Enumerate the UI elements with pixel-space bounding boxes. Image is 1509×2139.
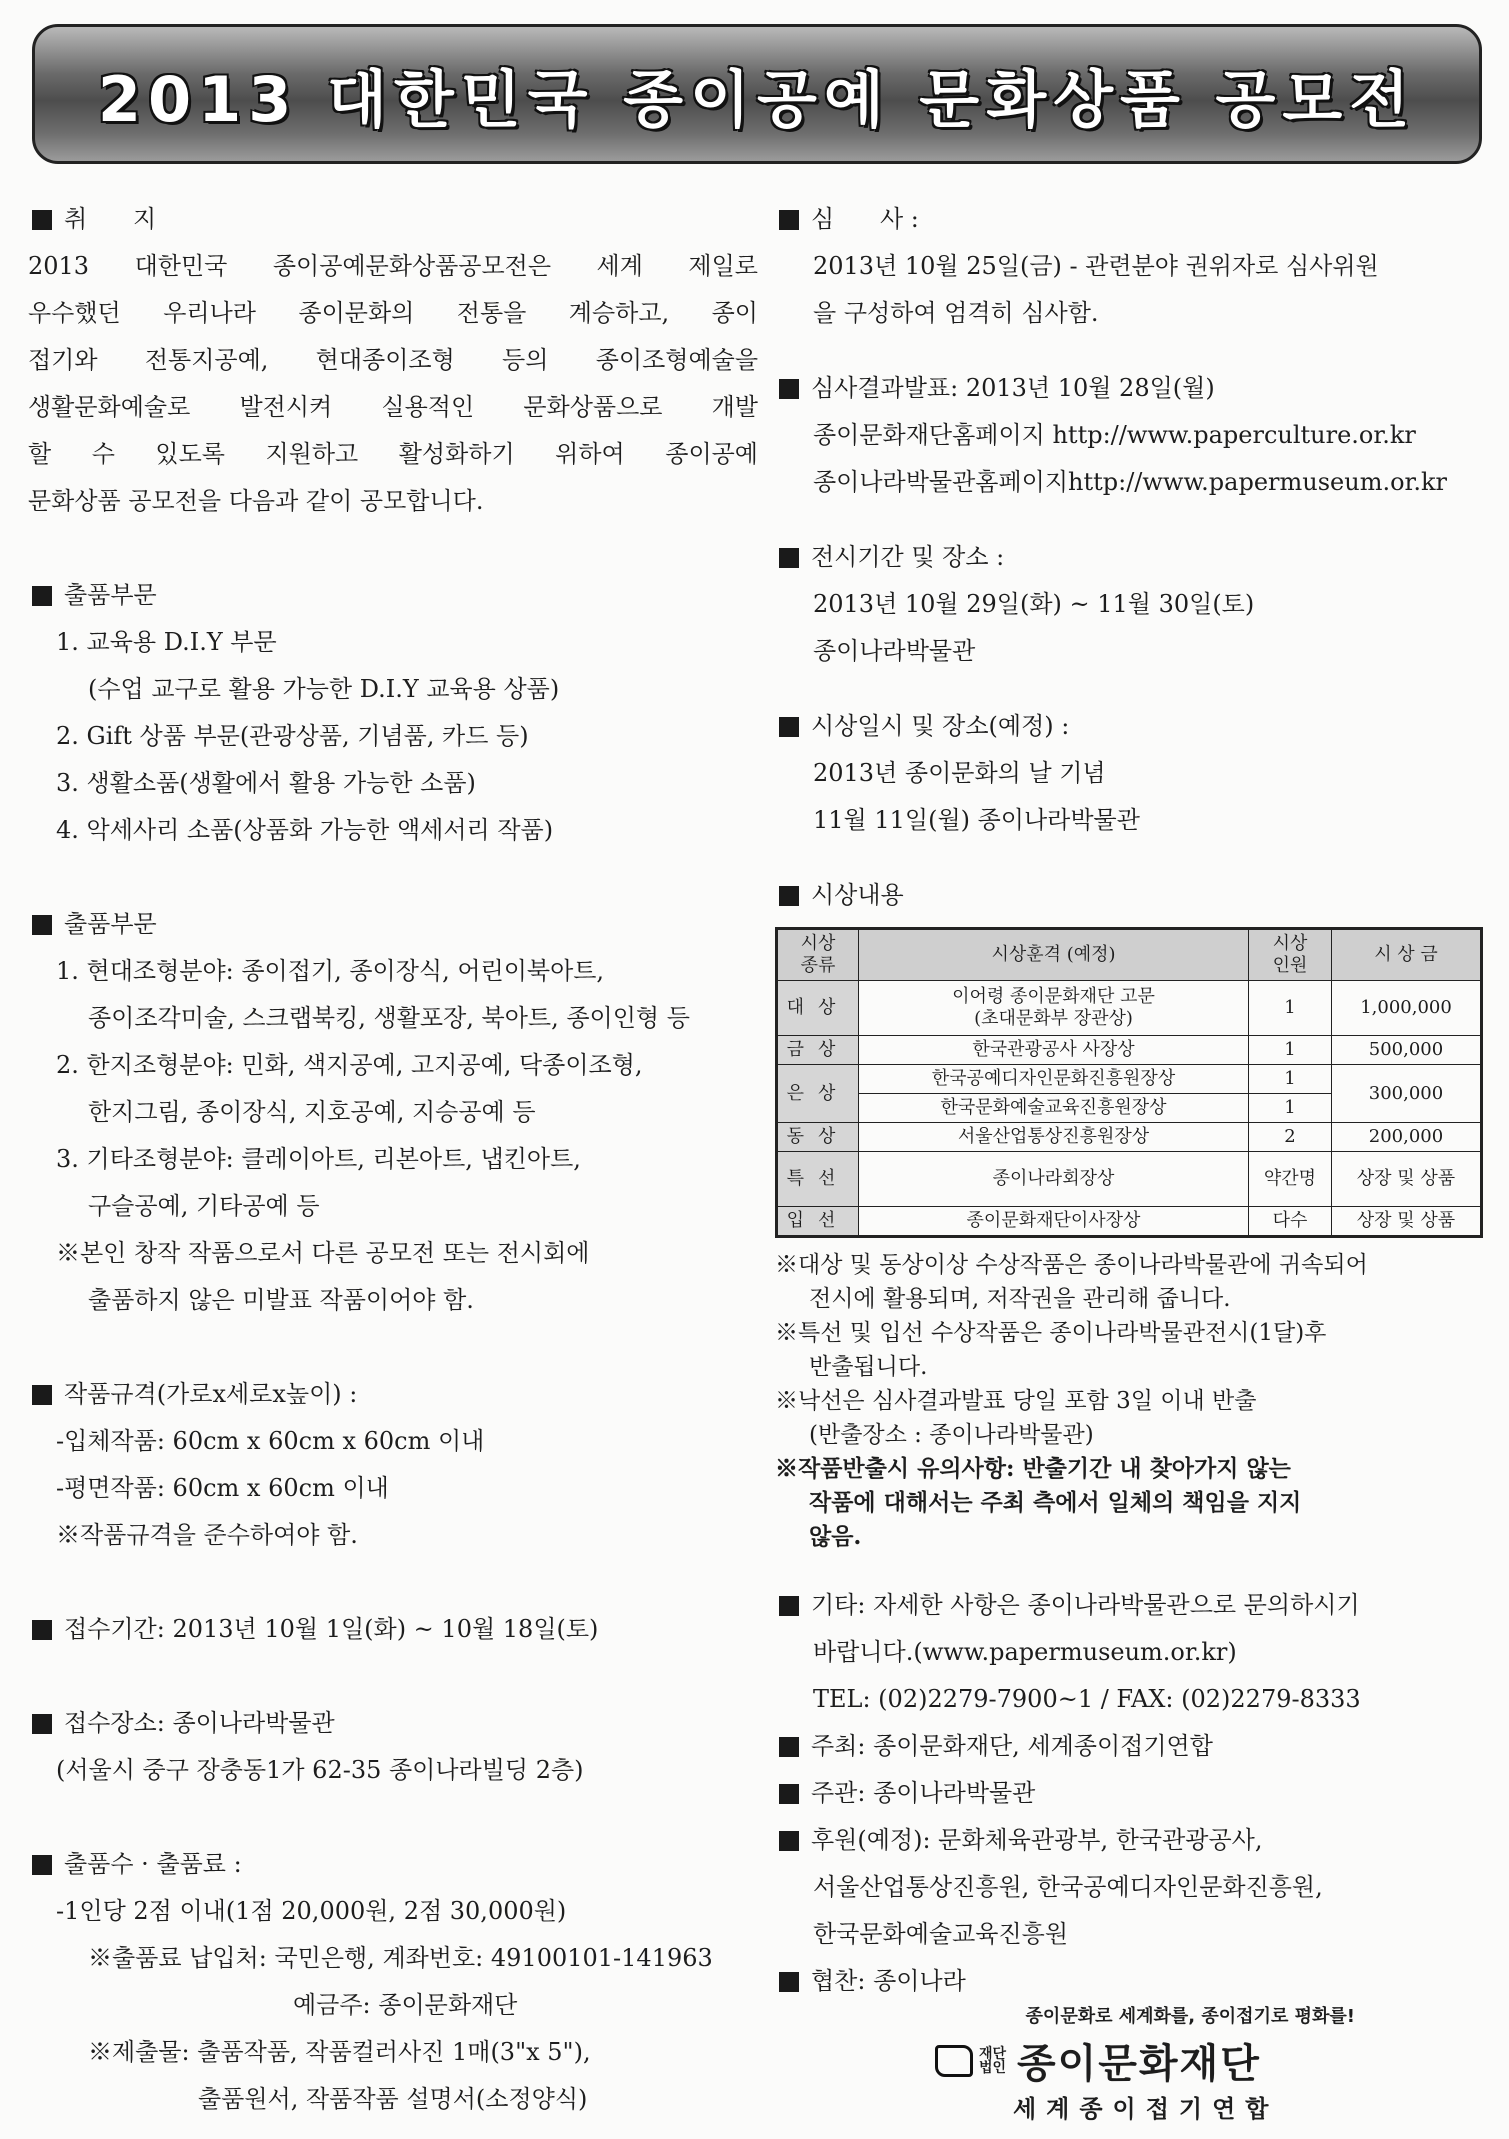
award-honor: 종이문화재단이사장상 xyxy=(859,1207,1249,1237)
header-award-honor: 시상훈격 (예정) xyxy=(859,929,1249,981)
award-count: 1 xyxy=(1249,1094,1332,1123)
category2-note: ※본인 창작 작품으로서 다른 공모전 또는 전시회에 xyxy=(56,1239,590,1267)
paper-logo-icon xyxy=(935,2045,973,2077)
award-type: 동상 xyxy=(777,1123,859,1152)
exhibit-line: 2013년 10월 29일(화) ~ 11월 30일(토) xyxy=(813,590,1255,618)
award-amount: 1,000,000 xyxy=(1332,981,1482,1036)
awards-header-row xyxy=(777,929,1482,981)
category2-item: 구슬공예, 기타공예 등 xyxy=(88,1192,320,1220)
category1-item: 2. Gift 상품 부문(관광상품, 기념품, 카드 등) xyxy=(56,722,529,750)
exhibit-heading: 전시기간 및 장소 : xyxy=(775,534,1485,581)
spec-item: -입체작품: 60cm x 60cm x 60cm 이내 xyxy=(56,1427,485,1455)
award-type: 은상 xyxy=(777,1065,859,1123)
bold-note-line: ※작품반출시 유의사항: 반출기간 내 찾아가지 않는 xyxy=(775,1455,1291,1482)
award-amount: 상장 및 상품 xyxy=(1332,1207,1482,1237)
square-bullet-icon xyxy=(779,1831,799,1851)
category1-item: (수업 교구로 활용 가능한 D.I.Y 교육용 상품) xyxy=(88,675,560,703)
award-honor: 한국관광공사 사장상 xyxy=(859,1036,1249,1065)
purpose-line: 생활문화예술로 발전시켜 실용적인 문화상품으로 개발 xyxy=(28,393,758,421)
logo-subtitle: 세계종이접기연합 xyxy=(1013,2095,1279,2123)
header-award-count: 시상 인원 xyxy=(1249,929,1332,981)
category2-item: 2. 한지조형분야: 민화, 색지공예, 고지공예, 닥종이조형, xyxy=(56,1051,643,1079)
table-row xyxy=(777,1207,1482,1237)
etc-line: 바랍니다.(www.papermuseum.or.kr) xyxy=(813,1638,1237,1666)
fee-item: -1인당 2점 이내(1점 20,000원, 2점 30,000원) xyxy=(56,1897,567,1925)
ceremony-line: 11월 11일(월) 종이나라박물관 xyxy=(813,806,1140,834)
purpose-heading: 취 지 xyxy=(28,196,758,243)
bold-note-line: 않음. xyxy=(809,1523,862,1550)
period-heading: 접수기간: 2013년 10월 1일(화) ~ 10월 18일(토) xyxy=(28,1606,758,1653)
host-line: 주최: 종이문화재단, 세계종이접기연합 xyxy=(775,1723,1485,1770)
purpose-line: 문화상품 공모전을 다음과 같이 공모합니다. xyxy=(28,487,484,515)
organizer-line: 주관: 종이나라박물관 xyxy=(775,1770,1485,1817)
award-count: 약간명 xyxy=(1249,1152,1332,1207)
table-row xyxy=(777,981,1482,1036)
award-amount: 500,000 xyxy=(1332,1036,1482,1065)
logo-small-text: 재단 법인 xyxy=(979,2045,1007,2076)
category2-heading: 출품부문 xyxy=(28,901,758,948)
square-bullet-icon xyxy=(32,1855,52,1875)
table-row xyxy=(777,1123,1482,1152)
square-bullet-icon xyxy=(779,717,799,737)
header-award-type: 시상 종류 xyxy=(777,929,859,981)
table-row xyxy=(777,1036,1482,1065)
category1-item: 1. 교육용 D.I.Y 부문 xyxy=(56,628,277,656)
result-link[interactable]: 종이나라박물관홈페이지http://www.papermuseum.or.kr xyxy=(813,468,1448,496)
foundation-logo xyxy=(935,2002,1355,2124)
right-column xyxy=(775,196,1485,2005)
square-bullet-icon xyxy=(32,1714,52,1734)
category1-item: 4. 악세사리 소품(상품화 가능한 액세서리 작품) xyxy=(56,816,554,844)
square-bullet-icon xyxy=(779,1596,799,1616)
result-link[interactable]: 종이문화재단홈페이지 http://www.paperculture.or.kr xyxy=(813,421,1416,449)
exhibit-line: 종이나라박물관 xyxy=(813,637,976,665)
award-count: 1 xyxy=(1249,981,1332,1036)
title-banner xyxy=(32,24,1482,164)
category2-item: 1. 현대조형분야: 종이접기, 종이장식, 어린이북아트, xyxy=(56,957,605,985)
fee-submission: ※제출물: 출품작품, 작품컬러사진 1매(3"x 5"), xyxy=(88,2038,591,2066)
square-bullet-icon xyxy=(32,915,52,935)
logo-name: 종이문화재단 xyxy=(1017,2041,1261,2087)
support-line: 협찬: 종이나라 xyxy=(775,1958,1485,2005)
award-honor: 한국공예디자인문화진흥원장상 xyxy=(859,1065,1249,1094)
fee-account: ※출품료 납입처: 국민은행, 계좌번호: 49100101-141963 xyxy=(88,1944,713,1972)
note-line: (반출장소 : 종이나라박물관) xyxy=(809,1422,1094,1448)
spec-item: -평면작품: 60cm x 60cm 이내 xyxy=(56,1474,389,1502)
etc-contact: TEL: (02)2279-7900~1 / FAX: (02)2279-8333 xyxy=(813,1685,1361,1713)
sponsor-line: 한국문화예술교육진흥원 xyxy=(813,1920,1069,1948)
award-amount: 상장 및 상품 xyxy=(1332,1152,1482,1207)
note-line: ※특선 및 입선 수상작품은 종이나라박물관전시(1달)후 xyxy=(775,1320,1327,1346)
square-bullet-icon xyxy=(779,1972,799,1992)
place-heading: 접수장소: 종이나라박물관 xyxy=(28,1700,758,1747)
header-award-amount: 시 상 금 xyxy=(1332,929,1482,981)
award-count: 1 xyxy=(1249,1065,1332,1094)
award-amount: 300,000 xyxy=(1332,1065,1482,1123)
category1-heading: 출품부문 xyxy=(28,572,758,619)
square-bullet-icon xyxy=(32,1620,52,1640)
square-bullet-icon xyxy=(779,886,799,906)
bold-note-line: 작품에 대해서는 주최 측에서 일체의 책임을 지지 xyxy=(809,1489,1302,1516)
award-type: 특선 xyxy=(777,1152,859,1207)
page-title: 2013 대한민국 종이공예 문화상품 공모전 xyxy=(97,62,1417,136)
purpose-line: 할 수 있도록 지원하고 활성화하기 위하여 종이공예 xyxy=(28,440,758,468)
category1-item: 3. 생활소품(생활에서 활용 가능한 소품) xyxy=(56,769,476,797)
note-line: 전시에 활용되며, 저작권을 관리해 줍니다. xyxy=(809,1286,1231,1312)
ceremony-heading: 시상일시 및 장소(예정) : xyxy=(775,703,1485,750)
square-bullet-icon xyxy=(779,210,799,230)
result-heading: 심사결과발표: 2013년 10월 28일(월) xyxy=(775,365,1485,412)
spec-heading: 작품규격(가로x세로x높이) : xyxy=(28,1371,758,1418)
square-bullet-icon xyxy=(779,1784,799,1804)
award-type: 금상 xyxy=(777,1036,859,1065)
spec-note: ※작품규격을 준수하여야 함. xyxy=(56,1521,358,1549)
award-count: 2 xyxy=(1249,1123,1332,1152)
award-honor: 서울산업통상진흥원장상 xyxy=(859,1123,1249,1152)
logo-slogan: 종이문화로 세계화를, 종이접기로 평화를! xyxy=(1025,2006,1355,2027)
sponsor-line: 서울산업통상진흥원, 한국공예디자인문화진흥원, xyxy=(813,1873,1323,1901)
award-amount: 200,000 xyxy=(1332,1123,1482,1152)
table-row xyxy=(777,1065,1482,1094)
fee-submission: 출품원서, 작품작품 설명서(소정양식) xyxy=(198,2085,588,2113)
note-line: 반출됩니다. xyxy=(809,1354,928,1380)
left-column xyxy=(28,196,758,2123)
etc-heading: 기타: 자세한 사항은 종이나라박물관으로 문의하시기 xyxy=(775,1582,1485,1629)
award-type: 입선 xyxy=(777,1207,859,1237)
award-type: 대상 xyxy=(777,981,859,1036)
place-address: (서울시 중구 장충동1가 62-35 종이나라빌딩 2층) xyxy=(56,1756,584,1784)
award-honor: 이어령 종이문화재단 고문 (초대문화부 장관상) xyxy=(859,981,1249,1036)
awards-table xyxy=(775,927,1483,1238)
review-line: 을 구성하여 엄격히 심사함. xyxy=(813,299,1099,327)
purpose-line: 우수했던 우리나라 종이문화의 전통을 계승하고, 종이 xyxy=(28,299,758,327)
award-honor: 종이나라회장상 xyxy=(859,1152,1249,1207)
square-bullet-icon xyxy=(779,548,799,568)
sponsor-heading: 후원(예정): 문화체육관광부, 한국관광공사, xyxy=(775,1817,1485,1864)
square-bullet-icon xyxy=(779,1737,799,1757)
square-bullet-icon xyxy=(32,210,52,230)
fee-holder: 예금주: 종이문화재단 xyxy=(293,1991,518,2019)
note-line: ※낙선은 심사결과발표 당일 포함 3일 이내 반출 xyxy=(775,1388,1257,1414)
award-count: 다수 xyxy=(1249,1207,1332,1237)
square-bullet-icon xyxy=(32,1385,52,1405)
fee-heading: 출품수 · 출품료 : xyxy=(28,1841,758,1888)
awards-heading: 시상내용 xyxy=(775,872,1485,919)
category2-item: 3. 기타조형분야: 클레이아트, 리본아트, 냅킨아트, xyxy=(56,1145,581,1173)
table-row xyxy=(777,1152,1482,1207)
review-line: 2013년 10월 25일(금) - 관련분야 권위자로 심사위원 xyxy=(813,252,1379,280)
category2-item: 한지그림, 종이장식, 지호공예, 지승공예 등 xyxy=(88,1098,536,1126)
category2-item: 종이조각미술, 스크랩북킹, 생활포장, 북아트, 종이인형 등 xyxy=(88,1004,690,1032)
award-notes xyxy=(775,1248,1485,1554)
note-line: ※대상 및 동상이상 수상작품은 종이나라박물관에 귀속되어 xyxy=(775,1252,1368,1278)
award-honor: 한국문화예술교육진흥원장상 xyxy=(859,1094,1249,1123)
square-bullet-icon xyxy=(779,379,799,399)
purpose-line: 2013 대한민국 종이공예문화상품공모전은 세계 제일로 xyxy=(28,252,758,280)
category2-note: 출품하지 않은 미발표 작품이어야 함. xyxy=(88,1286,474,1314)
review-heading: 심 사 : xyxy=(775,196,1485,243)
purpose-line: 접기와 전통지공예, 현대종이조형 등의 종이조형예술을 xyxy=(28,346,758,374)
ceremony-line: 2013년 종이문화의 날 기념 xyxy=(813,759,1106,787)
award-count: 1 xyxy=(1249,1036,1332,1065)
square-bullet-icon xyxy=(32,586,52,606)
